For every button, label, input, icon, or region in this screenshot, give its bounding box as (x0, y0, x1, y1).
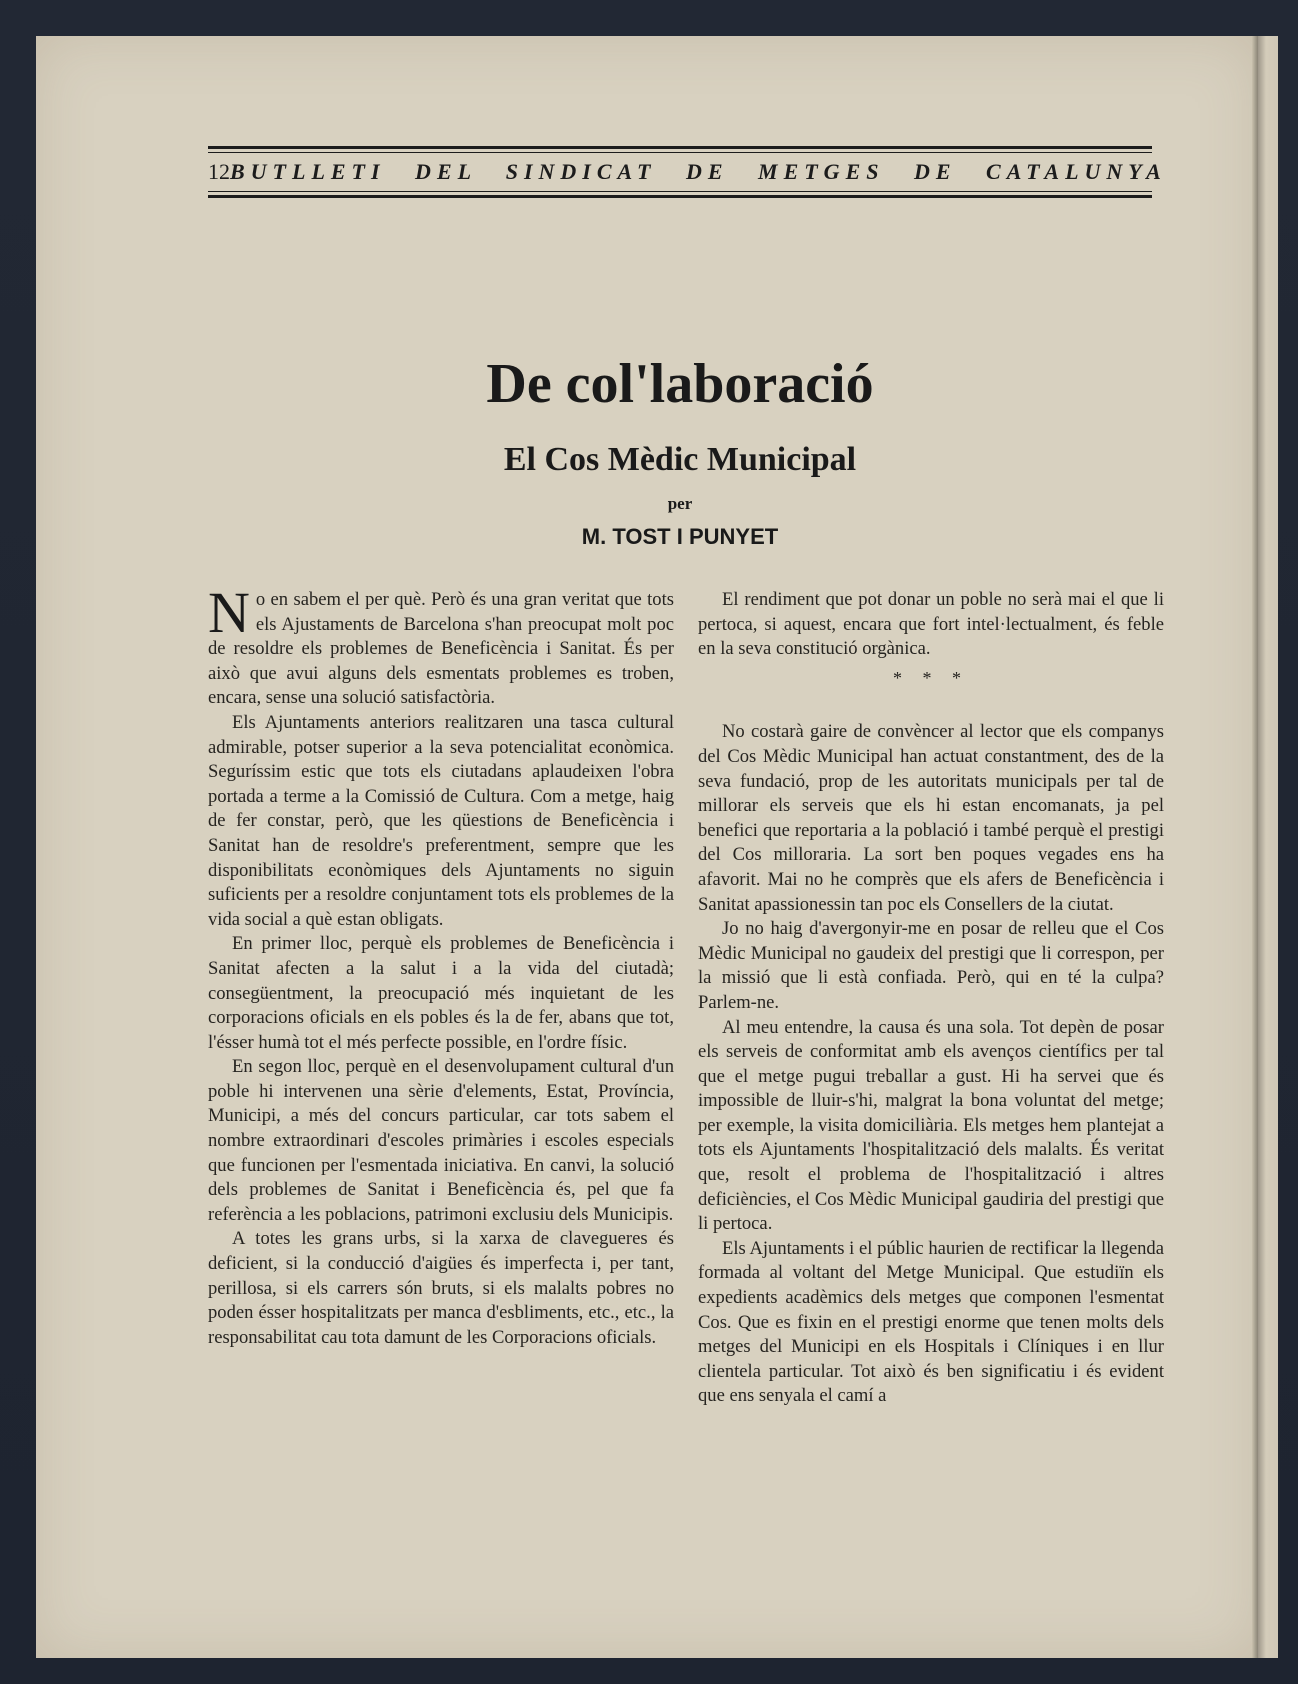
header-rule-bottom (208, 195, 1152, 198)
paragraph: En segon lloc, perquè en el desenvolupament cultural d'un poble hi intervenen una sèrie d'elements, Estat, Província, Municipi, a més del concurs particular, car tots sabem el nombre extraordinari d'escoles primàries i escoles especials que funcionen per l'esmentada iniciativa. En canvi, la solució dels problemes de Sanitat i Beneficència és, pel que fa referència a les poblacions, patrimoni exclusiu dels Municipis. (208, 1056, 674, 1225)
paragraph: Jo no haig d'avergonyir-me en posar de relleu que el Cos Mèdic Municipal no gaudeix del prestigi que li correspon, per la missió que li està confiada. Però, qui en té la culpa? Parlem-ne. (698, 918, 1164, 1013)
paragraph-text: o en sabem el per què. Però és una gran veritat que tots els Ajustaments de Barcelona s'han preocupat molt poc de resoldre els problemes de Beneficència i Sanitat. És per això que avui alguns dels esmentats problemes es troben, encara, sense una solució satisfactòria. (208, 589, 674, 709)
header-text (208, 159, 1167, 187)
journal-title: BUTLLETI DEL SINDICAT DE METGES DE CATALUNYA (230, 159, 1167, 184)
paragraph: Al meu entendre, la causa és una sola. Tot depèn de posar els serveis de conformitat amb els avenços científics per tal que el metge pugui treballar a gust. Hi ha servei que és impossible de lluir-s'hi, malgrat la bona voluntat del metge; per exemple, la visita domiciliària. Els metges hem plantejat a tots els Ajuntaments l'hospitalització dels malalts. És veritat que, resolt el problema de l'hospitalització i altres deficiències, el Cos Mèdic Municipal gaudiria del prestigi que li pertoca. (698, 1016, 1164, 1235)
header-rule-bottom-thin (208, 191, 1152, 192)
article-author: M. TOST I PUNYET (581, 524, 779, 549)
byline-per: per (667, 494, 693, 513)
running-header (208, 146, 1167, 200)
paragraph (208, 580, 674, 711)
paragraph: El rendiment que pot donar un poble no serà mai el que li pertoca, si aquest, encara que fort intel·lectualment, és feble en la seva constitució orgànica. (698, 589, 1164, 660)
paragraph: No costarà gaire de convèncer al lector que els companys del Cos Mèdic Municipal han actuat constantment, des de la seva fundació, prop de les autoritats municipals per tal de millorar els serveis que els hi estan encomanats, ja pel benefici que reportaria a la població i també perquè el prestigi del Cos milloraria. La sort ben poques vegades ens ha afavorit. Mai no he comprès que els afers de Beneficència i Sanitat apassionessin tan poc els Consellers de la ciutat. (698, 721, 1164, 915)
page-number: 12 (208, 159, 230, 184)
next-page-edge (1258, 36, 1278, 1658)
paragraph: Els Ajuntaments anteriors realitzaren una tasca cultural admirable, potser superior a la seva potencialitat econòmica. Seguríssim estic que tots els ciutadans aplaudeixen l'obra portada a terme a la Comissió de Cultura. Com a metge, haig de fer constar, però, que les qüestions de Beneficència i Sanitat han de resoldre's preferentment, sempre que les disponibilitats econòmiques dels Ajuntaments no siguin suficients per a resoldre conjuntament tots els problemes de la vida social a què estan obligats. (208, 711, 674, 930)
article-subtitle: El Cos Mèdic Municipal (503, 441, 857, 478)
section-separator: * * * (893, 667, 969, 688)
left-column (208, 580, 674, 1350)
header-rule-top-thin (208, 152, 1152, 153)
paragraph: Els Ajuntaments i el públic haurien de rectificar la llegenda formada al voltant del Metge Municipal. Que estudiïn els expedients acadèmics dels metges que componen l'esmentat Cos. Que es fixin en el prestigi enorme que tenen molts dels metges del Municipi en els Hospitals i Clíniques i en llur clientela particular. Tot això és ben significatiu i és evident que ens senyala el camí a (698, 1237, 1164, 1407)
article-title: De col'laboració (486, 353, 874, 415)
paragraph: A totes les grans urbs, si la xarxa de clavegueres és deficient, si la conducció d'aigües és imperfecta i, per tant, perillosa, si els carrers són bruts, si els malalts pobres no poden ésser hospitalitzats per manca d'esbliments, etc., etc., la responsabilitat cau tota damunt de les Corporacions oficials. (208, 1228, 674, 1348)
right-column (698, 588, 1164, 1409)
drop-cap: N (208, 580, 250, 645)
header-rule-top (208, 146, 1152, 149)
paragraph: En primer lloc, perquè els problemes de Beneficència i Sanitat afecten a la salut i a la vida del ciutadà; consegüentment, la preocupació més inquietant de les corporacions oficials en els pobles és la de fer, abans que tot, l'ésser humà tot el més perfecte possible, en l'ordre físic. (208, 933, 674, 1053)
